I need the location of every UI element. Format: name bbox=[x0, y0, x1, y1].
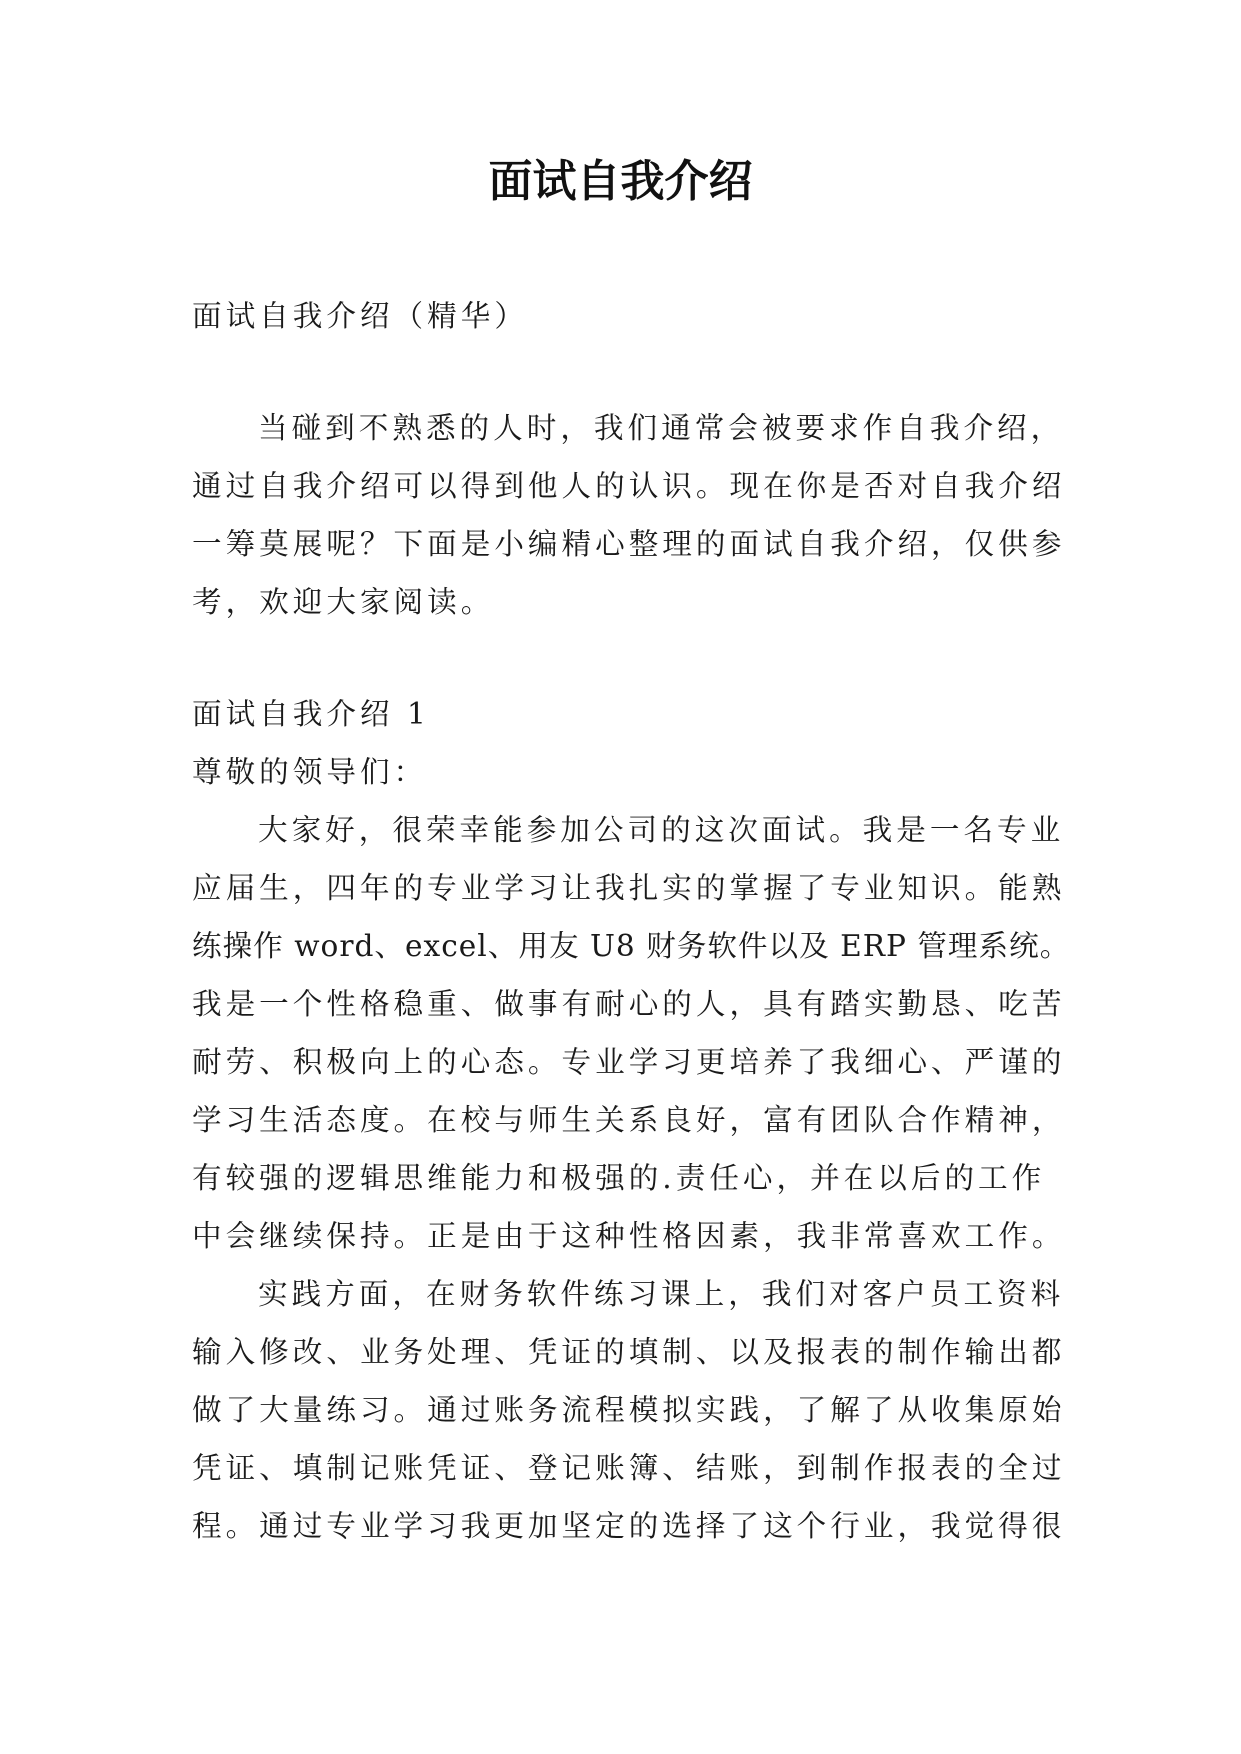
body-paragraph-line: 我是一个性格稳重、做事有耐心的人，具有踏实勤恳、吃苦 bbox=[192, 987, 1066, 1021]
body-paragraph-line: 学习生活态度。在校与师生关系良好，富有团队合作精神， bbox=[192, 1103, 1066, 1137]
intro-paragraph-line: 通过自我介绍可以得到他人的认识。现在你是否对自我介绍 bbox=[192, 469, 1066, 503]
body-paragraph-line: 练操作 word、excel、用友 U8 财务软件以及 ERP 管理系统。 bbox=[192, 929, 1071, 963]
body-paragraph-line: 大家好，很荣幸能参加公司的这次面试。我是一名专业 bbox=[258, 813, 1065, 847]
body-paragraph-line: 输入修改、业务处理、凭证的填制、以及报表的制作输出都 bbox=[192, 1335, 1066, 1369]
body-paragraph-line: 中会继续保持。正是由于这种性格因素，我非常喜欢工作。 bbox=[192, 1219, 1066, 1253]
body-paragraph-line: 有较强的逻辑思维能力和极强的.责任心，并在以后的工作 bbox=[192, 1161, 1046, 1195]
body-paragraph-line: 应届生，四年的专业学习让我扎实的掌握了专业知识。能熟 bbox=[192, 871, 1066, 905]
subtitle: 面试自我介绍（精华） bbox=[192, 299, 528, 333]
body-paragraph-line: 耐劳、积极向上的心态。专业学习更培养了我细心、严谨的 bbox=[192, 1045, 1066, 1079]
body-paragraph-line: 实践方面，在财务软件练习课上，我们对客户员工资料 bbox=[258, 1277, 1065, 1311]
salutation: 尊敬的领导们： bbox=[192, 755, 428, 789]
intro-paragraph-line: 考，欢迎大家阅读。 bbox=[192, 585, 495, 619]
section-heading: 面试自我介绍 1 bbox=[192, 697, 430, 731]
body-paragraph-line: 做了大量练习。通过账务流程模拟实践，了解了从收集原始 bbox=[192, 1393, 1066, 1427]
body-paragraph-line: 凭证、填制记账凭证、登记账簿、结账，到制作报表的全过 bbox=[192, 1451, 1066, 1485]
intro-paragraph-line: 一筹莫展呢？下面是小编精心整理的面试自我介绍，仅供参 bbox=[192, 527, 1066, 561]
intro-paragraph-line: 当碰到不熟悉的人时，我们通常会被要求作自我介绍， bbox=[258, 411, 1065, 445]
document-title: 面试自我介绍 bbox=[488, 156, 753, 207]
body-paragraph-line: 程。通过专业学习我更加坚定的选择了这个行业，我觉得很 bbox=[192, 1509, 1066, 1543]
